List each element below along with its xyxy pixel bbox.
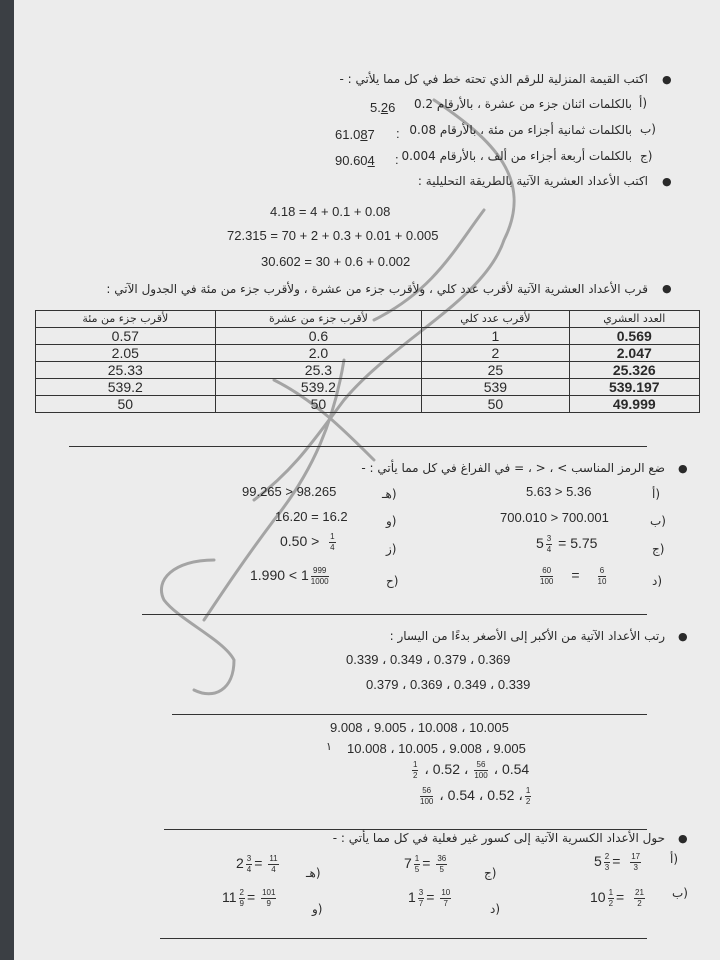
s6-d-label: د) (490, 902, 501, 916)
header-hundredth: لأقرب جزء من مئة (36, 311, 216, 328)
cell-hundredth: 539.2 (36, 379, 216, 396)
s3-heading: قرب الأعداد العشرية الآتية لأقرب عدد كلي ، ولأقرب جزء من عشرة ، ولأقرب جزء من مئة في الجدول الآتي : (106, 282, 648, 296)
cell-hundredth: 50 (36, 396, 216, 413)
cell-whole: 2 (422, 345, 569, 362)
s4-h-label: ح) (386, 574, 399, 588)
cell-whole: 539 (422, 379, 569, 396)
divider (160, 938, 647, 939)
cell-decimal: 0.569 (569, 328, 699, 345)
cell-decimal: 539.197 (569, 379, 699, 396)
cell-hundredth: 0.57 (36, 328, 216, 345)
s4-a-label: أ) (652, 487, 661, 501)
table-row (36, 396, 700, 413)
s6-e-label: هـ) (306, 866, 321, 880)
s6-c-expr: 7 $\frac{1}{5}$ = $\frac{36}{5}$ (404, 854, 447, 874)
table-row (36, 345, 700, 362)
worksheet-page (14, 0, 720, 960)
s1-c-text: بالكلمات أربعة أجزاء من ألف ، بالأرقام 0.004 (401, 149, 632, 163)
s6-a-label: أ) (670, 852, 679, 866)
s5-set2-mark: ١ (326, 741, 332, 753)
s4-a-expr: 5.63 > 5.36 (526, 484, 592, 499)
divider (142, 614, 647, 615)
s5-heading: رتب الأعداد الآتية من الأكبر إلى الأصغر بدءًا من اليسار : (389, 629, 665, 643)
s5-set1-answer: 0.379 ، 0.369 ، 0.349 ، 0.339 (366, 677, 531, 692)
cell-decimal: 49.999 (569, 396, 699, 413)
bullet-4: ● (678, 462, 688, 475)
s4-heading: ضع الرمز المناسب > ، < ، = في الفراغ في كل مما يأتي : - (361, 461, 665, 475)
s1-b-text: بالكلمات ثمانية أجزاء من مئة ، بالأرقام 0.08 (409, 123, 632, 137)
cell-whole: 25 (422, 362, 569, 379)
s4-e-expr: 99.265 > 98.265 (242, 484, 337, 499)
header-whole: لأقرب عدد كلي (422, 311, 569, 328)
s2-line-3: 30.602 = 30 + 0.6 + 0.002 (261, 254, 411, 269)
s4-c-expr: 5 $\frac{3}{4}$ = 5.75 (536, 534, 598, 554)
s4-b-label: ب) (650, 514, 666, 528)
cell-tenth: 2.0 (215, 345, 422, 362)
s4-g-expr: 0.50 > $\frac{1}{4}$ (280, 532, 335, 552)
bullet-3: ● (662, 282, 672, 295)
s1-a-text: بالكلمات اثنان جزء من عشرة ، بالأرقام 0.2 (413, 97, 632, 111)
s1-b-colon: : (396, 126, 400, 141)
s1-b-number: 61.087 (335, 127, 375, 142)
s1-c-colon: : (395, 152, 399, 167)
s6-c-label: ج) (484, 866, 497, 880)
cell-decimal: 25.326 (569, 362, 699, 379)
cell-tenth: 539.2 (215, 379, 422, 396)
divider (164, 829, 647, 830)
divider (172, 714, 647, 715)
s4-g-label: ز) (386, 542, 397, 556)
cell-hundredth: 25.33 (36, 362, 216, 379)
s6-b-label: ب) (672, 886, 688, 900)
bullet-1: ● (662, 73, 672, 86)
s2-line-1: 4.18 = 4 + 0.1 + 0.08 (270, 204, 391, 219)
s4-c-label: ج) (652, 542, 665, 556)
s5-set2-answer: 10.008 ، 10.005 ، 9.008 ، 9.005 (347, 741, 526, 756)
s1-c-label: ج) (640, 149, 653, 163)
s1-heading: اكتب القيمة المنزلية للرقم الذي تحته خط في كل مما يلأتي : - (339, 72, 648, 86)
s1-b-label: ب) (640, 122, 656, 136)
cell-tenth: 50 (215, 396, 422, 413)
s6-f-expr: 11 $\frac{2}{9}$ = $\frac{101}{9}$ (222, 888, 276, 908)
bullet-5: ● (678, 630, 688, 643)
s4-d-expr: $\frac{60}{100}$ = $\frac{6}{10}$ (540, 566, 607, 586)
header-tenth: لأقرب جزء من عشرة (215, 311, 422, 328)
s4-f-label: و) (386, 514, 397, 528)
s6-b-expr: 10 $\frac{1}{2}$ = $\frac{21}{2}$ (590, 888, 644, 908)
table-row (36, 379, 700, 396)
s2-line-2: 72.315 = 70 + 2 + 0.3 + 0.01 + 0.005 (227, 228, 439, 243)
s2-heading: اكتب الأعداد العشرية الآتية بالطريقة التحليلية : (417, 174, 648, 188)
cell-tenth: 0.6 (215, 328, 422, 345)
cell-whole: 50 (422, 396, 569, 413)
s4-f-expr: 16.20 = 16.2 (275, 509, 348, 524)
bullet-6: ● (678, 832, 688, 845)
table-header-row (36, 311, 700, 328)
cell-tenth: 25.3 (215, 362, 422, 379)
s5-set3-answer: $\frac{56}{100}$ ، 0.54 ، 0.52 ، $\frac{1}{2}$ (420, 786, 531, 806)
rounding-table (35, 310, 700, 413)
s5-set2-given: 9.008 ، 9.005 ، 10.008 ، 10.005 (330, 720, 509, 735)
s5-set3-given: $\frac{1}{2}$ ، 0.52 ، $\frac{56}{100}$ ، 0.54 (413, 760, 530, 780)
pen-signature-scribble (14, 0, 720, 960)
s5-set1-given: 0.339 ، 0.349 ، 0.379 ، 0.369 (346, 652, 511, 667)
cell-hundredth: 2.05 (36, 345, 216, 362)
s6-heading: حول الأعداد الكسرية الآتية إلى كسور غير فعلية في كل مما يأتي : - (332, 831, 665, 845)
s1-a-label: أ) (639, 96, 648, 110)
s6-e-expr: 2 $\frac{3}{4}$ = $\frac{11}{4}$ (236, 854, 278, 874)
cell-whole: 1 (422, 328, 569, 345)
s6-d-expr: 1 $\frac{3}{7}$ = $\frac{10}{7}$ (408, 888, 451, 908)
cell-decimal: 2.047 (569, 345, 699, 362)
table-row (36, 362, 700, 379)
s1-a-number: 5.26 (370, 100, 396, 115)
s6-a-expr: 5 $\frac{2}{3}$ = $\frac{17}{3}$ (594, 852, 641, 872)
s6-f-label: و) (312, 902, 323, 916)
divider (69, 446, 647, 447)
bullet-2: ● (662, 175, 672, 188)
header-decimal: العدد العشري (569, 311, 699, 328)
table-row (36, 328, 700, 345)
s1-c-number: 90.604 (335, 153, 375, 168)
s4-e-label: هـ) (382, 487, 397, 501)
s4-b-expr: 700.010 > 700.001 (500, 510, 609, 525)
s4-d-label: د) (652, 574, 663, 588)
s4-h-expr: 1.990 < 1 $\frac{999}{1000}$ (250, 566, 329, 586)
